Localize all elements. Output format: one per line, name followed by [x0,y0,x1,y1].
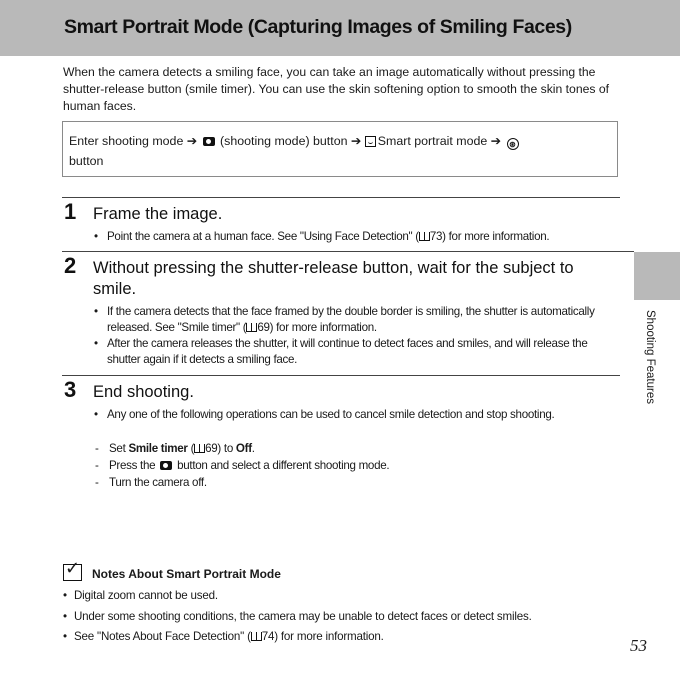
step-divider [62,197,620,198]
step-number-3: 3 [64,377,77,402]
notes-heading [63,564,281,581]
intro-paragraph: When the camera detects a smiling face, you can take an image automatically without pressing the shutter-release button (smile timer). You can use the skin softening option to smooth the skin tones of human faces. [63,65,610,113]
bullet-text: Point the camera at a human face. See "Using Face Detection" ( [107,230,419,243]
ok-button-icon: ⊛ [507,138,519,150]
option-text: Set [109,442,129,455]
step-title-3: End shooting. [93,383,194,401]
step-title-1: Frame the image. [93,205,223,223]
step-1-bullets [93,229,633,245]
camera-icon [160,461,172,470]
menu-term: Smile timer [128,442,188,455]
notes-list [63,586,532,648]
check-icon [63,564,82,581]
reference-book-icon [246,323,257,332]
list-item [93,457,593,474]
navigation-path-box [62,121,618,177]
nav-text-3: Smart portrait mode ➔ [377,134,505,148]
page-header [0,0,680,56]
list-item: • Any one of the following operations can be used to cancel smile detection and stop shooting. [93,407,593,423]
note-text: See "Notes About Face Detection" ( [74,630,251,643]
nav-text-2: (shooting mode) button ➔ [216,134,365,148]
list-item [93,304,613,336]
list-item [93,229,633,245]
side-section-tab [634,252,680,300]
list-item: • Under some shooting conditions, the camera may be unable to detect faces or detect smiles. [63,607,532,628]
step-divider [62,251,634,252]
step-3-bullets [93,407,593,423]
option-text: ( [187,442,195,455]
step-divider [62,375,620,376]
page-number: 53 [630,636,647,655]
reference-book-icon [194,444,205,453]
menu-value: Off [235,442,252,455]
page-title: Smart Portrait Mode (Capturing Images of Smiling Faces) [64,16,572,38]
list-item: • After the camera releases the shutter, it will continue to detect faces and smiles, and will release the shutter again if it detects a smiling face. [93,336,613,368]
reference-book-icon [251,632,262,641]
step-2-bullets [93,304,613,368]
nav-text-1: Enter shooting mode ➔ [69,134,201,148]
option-text: . [251,442,255,455]
option-text: button and select a different shooting mode. [174,459,390,472]
list-item [63,627,532,648]
note-text: 74) for more information. [261,630,384,643]
step-number-2: 2 [64,253,77,278]
reference-book-icon [419,232,430,241]
nav-text-4: button [69,154,104,168]
option-text: Press the [109,459,159,472]
list-item: - Turn the camera off. [93,474,593,491]
bullet-text: 69) for more information. [257,321,377,334]
side-section-label: Shooting Features [644,310,656,404]
list-item: • Digital zoom cannot be used. [63,586,532,607]
bullet-text: 73) for more information. [429,230,550,243]
camera-icon [203,137,215,146]
notes-heading-text: Notes About Smart Portrait Mode [92,567,281,581]
list-item [93,440,593,457]
bullet-text: If the camera detects that the face framed by the double border is smiling, the shutter is automatically released. See "Smile timer" ( [107,305,595,334]
step-title-2: Without pressing the shutter-release button, wait for the subject to smile. [93,259,574,298]
option-text: 69) to [205,442,236,455]
step-3-sub-options [93,440,593,491]
smart-portrait-icon [365,136,376,147]
step-number-1: 1 [64,199,77,224]
